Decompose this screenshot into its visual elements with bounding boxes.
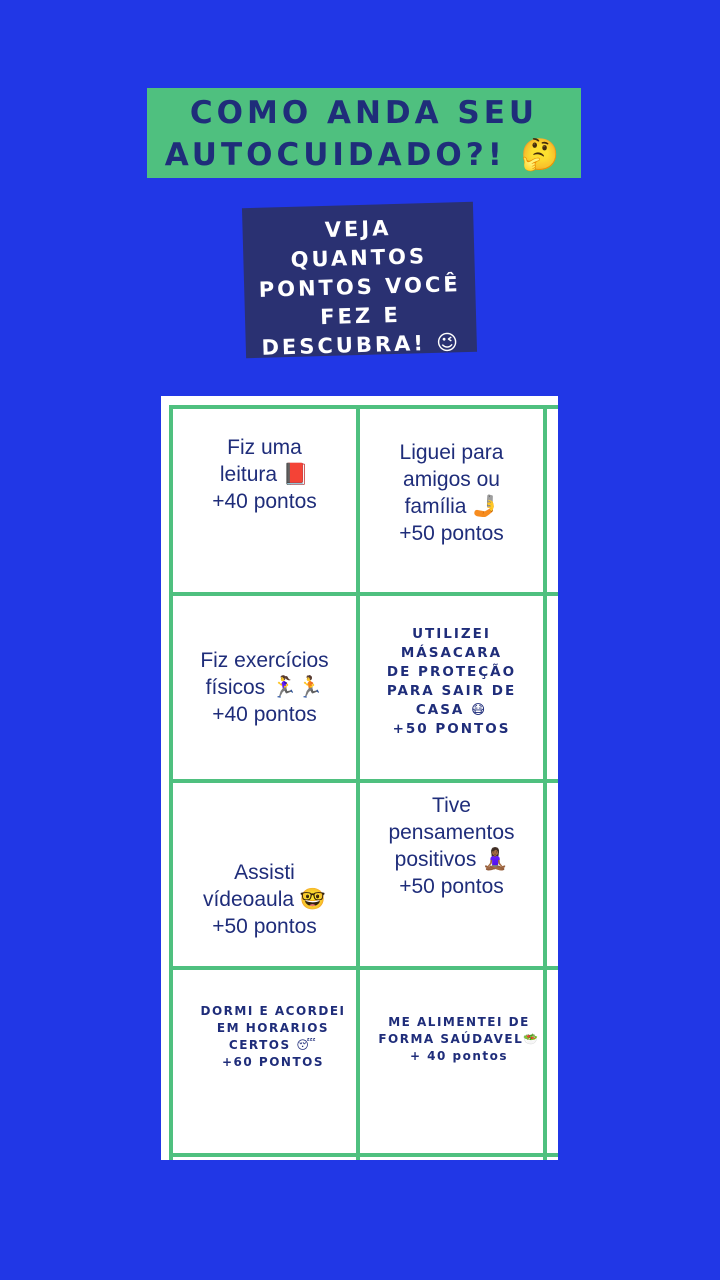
grid-cell-healthy-food bbox=[360, 970, 558, 1153]
cell-points: +40 pontos bbox=[212, 703, 317, 726]
cell-text: CASA 😷 bbox=[415, 701, 488, 718]
grid-cell-sleep bbox=[173, 970, 373, 1153]
grid-cell-mask bbox=[360, 596, 543, 779]
subtitle-line: FEZ E bbox=[319, 302, 402, 330]
title-line-1: COMO ANDA SEU bbox=[189, 95, 539, 131]
subtitle-line: DESCUBRA! 😉 bbox=[261, 330, 462, 360]
subtitle-line: PONTOS VOCÊ bbox=[258, 272, 461, 302]
cell-points: +60 PONTOS bbox=[222, 1054, 324, 1069]
subtitle-line: VEJA bbox=[324, 216, 392, 242]
grid-cell-reading bbox=[173, 409, 356, 519]
cell-text: DE PROTEÇÃO bbox=[386, 663, 517, 680]
cell-text: EM HORARIOS bbox=[216, 1020, 330, 1035]
grid-line bbox=[169, 1153, 558, 1157]
cell-text: Assisti bbox=[234, 861, 295, 884]
cell-text: MÁSACARA bbox=[400, 644, 503, 661]
cell-text: ME ALIMENTEI DE bbox=[388, 1014, 530, 1029]
grid-cell-exercise bbox=[173, 596, 356, 779]
cell-text: família 🤳 bbox=[404, 495, 499, 518]
cell-text: FORMA SAÚDAVEL🥗 bbox=[378, 1031, 540, 1046]
grid-cell-call-friends bbox=[360, 409, 543, 592]
cell-text: CERTOS 😴 bbox=[228, 1037, 318, 1052]
grid-cell-positive-thoughts bbox=[360, 783, 543, 966]
cell-text: positivos 🧘🏾‍♀️ bbox=[394, 847, 509, 871]
selfcare-bingo-card bbox=[161, 396, 558, 1160]
cell-text: DORMI E ACORDEI bbox=[200, 1003, 346, 1018]
cell-text: vídeoaula 🤓 bbox=[202, 888, 327, 911]
cell-points: +50 pontos bbox=[399, 874, 504, 898]
cell-points: +50 pontos bbox=[212, 915, 317, 938]
cell-text: amigos ou bbox=[403, 468, 500, 491]
cell-text: PARA SAIR DE bbox=[386, 682, 517, 699]
cell-points: +40 pontos bbox=[212, 489, 317, 513]
title-banner bbox=[147, 88, 581, 178]
cell-points: +50 PONTOS bbox=[392, 720, 511, 737]
cell-text: leitura 📕 bbox=[219, 462, 310, 486]
subtitle-banner bbox=[242, 202, 477, 358]
title-line-2: AUTOCUIDADO?! 🤔 bbox=[164, 137, 564, 173]
cell-text: pensamentos bbox=[388, 820, 515, 844]
cell-text: Fiz uma bbox=[227, 435, 302, 459]
cell-text: físicos 🏃‍♀️🏃 bbox=[205, 676, 324, 699]
cell-text: Tive bbox=[432, 793, 471, 817]
cell-text: Liguei para bbox=[399, 441, 504, 464]
cell-points: +50 pontos bbox=[399, 522, 504, 545]
cell-text: UTILIZEI bbox=[412, 625, 491, 642]
grid-cell-video-class bbox=[173, 783, 356, 966]
cell-text: Fiz exercícios bbox=[200, 649, 329, 672]
subtitle-line: QUANTOS bbox=[290, 244, 428, 272]
cell-points: + 40 pontos bbox=[409, 1048, 509, 1063]
